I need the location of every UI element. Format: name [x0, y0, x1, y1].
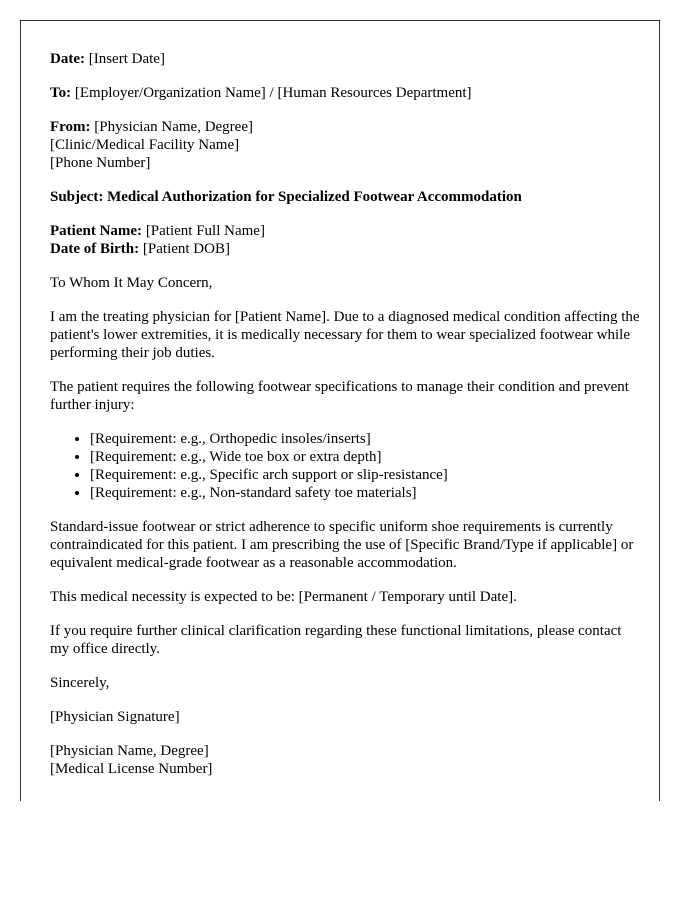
from-phone: [Phone Number]: [50, 155, 151, 171]
license-number: [Medical License Number]: [50, 761, 213, 777]
body-paragraph-4: This medical necessity is expected to be: [Permanent / Temporary until Date].: [50, 589, 517, 605]
requirement-item: • [Requirement: e.g., Non-standard safety toe materials]: [90, 484, 640, 502]
from-name: [Physician Name, Degree]: [94, 119, 253, 135]
signer-name: [Physician Name, Degree]: [50, 743, 209, 759]
signer-block: [50, 742, 640, 778]
body-paragraph-3: Standard-issue footwear or strict adherence to specific uniform shoe requirements is currently contraindicated for this patient. I am prescribing the use of [Specific Brand/Type if applicable] or equivalent medical-grade footwear as a reasonable accommodation.: [50, 519, 634, 571]
requirement-item: • [Requirement: e.g., Orthopedic insoles/inserts]: [90, 430, 640, 448]
from-facility: [Clinic/Medical Facility Name]: [50, 137, 240, 153]
dob-value: [Patient DOB]: [142, 241, 230, 257]
closing: Sincerely,: [50, 675, 110, 691]
letter-content: [50, 50, 640, 794]
date-line: [50, 50, 640, 68]
patient-name-value: [Patient Full Name]: [145, 223, 265, 239]
to-label: To:: [50, 85, 72, 101]
to-line: [50, 84, 640, 102]
requirement-item: • [Requirement: e.g., Specific arch support or slip-resistance]: [90, 466, 640, 484]
from-block: [50, 118, 640, 172]
from-label: From:: [50, 119, 91, 135]
requirements-list: [50, 430, 640, 502]
date-value: [Insert Date]: [88, 51, 165, 67]
subject: Subject: Medical Authorization for Specialized Footwear Accommodation: [50, 189, 522, 205]
requirement-item: • [Requirement: e.g., Wide toe box or extra depth]: [90, 448, 640, 466]
body-paragraph-1: I am the treating physician for [Patient Name]. Due to a diagnosed medical condition affecting the patient's lower extremities, it is medically necessary for them to wear specialized footwear while performing their job duties.: [50, 309, 640, 361]
patient-name-label: Patient Name:: [50, 223, 143, 239]
body-paragraph-5: If you require further clinical clarification regarding these functional limitations, please contact my office directly.: [50, 623, 622, 657]
date-label: Date:: [50, 51, 85, 67]
patient-block: [50, 222, 640, 258]
salutation: To Whom It May Concern,: [50, 275, 213, 291]
dob-label: Date of Birth:: [50, 241, 140, 257]
signature: [Physician Signature]: [50, 709, 180, 725]
subject-line: [50, 188, 640, 206]
letter-page: [20, 20, 660, 801]
body-paragraph-2: The patient requires the following footwear specifications to manage their condition and prevent further injury:: [50, 379, 629, 413]
to-value: [Employer/Organization Name] / [Human Resources Department]: [74, 85, 472, 101]
